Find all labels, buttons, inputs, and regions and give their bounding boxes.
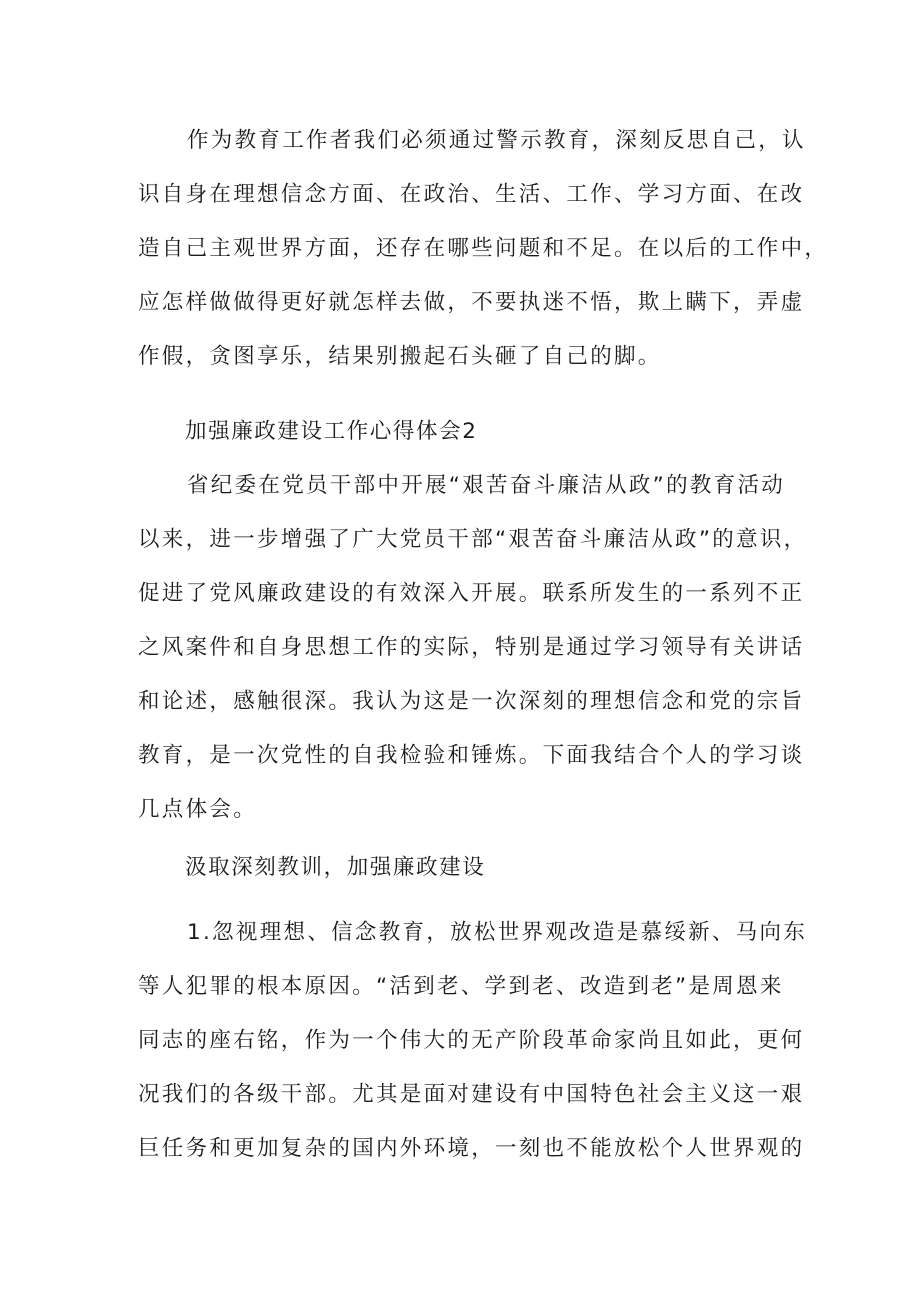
text-line: 识自身在理想信念方面、在政治、生活、工作、学习方面、在改	[138, 182, 805, 207]
text-line: 应怎样做做得更好就怎样去做，不要执迷不悟，欺上瞒下，弄虚	[138, 290, 805, 315]
text-line: 等人犯罪的根本原因。“活到老、学到老、改造到老”是周恩来	[138, 974, 784, 999]
text-line: 作假，贪图享乐，结果别搬起石头砸了自己的脚。	[138, 344, 662, 369]
text-line: 同志的座右铭，作为一个伟大的无产阶段革命家尚且如此，更何	[138, 1028, 805, 1053]
heading-text: 汲取深刻教训，加强廉政建设	[185, 855, 486, 880]
text-line: 巨任务和更加复杂的国内外环境，一刻也不能放松个人世界观的	[138, 1136, 805, 1161]
text-line: 况我们的各级干部。尤其是面对建设有中国特色社会主义这一艰	[138, 1082, 805, 1107]
text-line: 几点体会。	[138, 797, 258, 822]
text-line: 之风案件和自身思想工作的实际，特别是通过学习领导有关讲话	[138, 635, 805, 660]
text-line: 1.忽视理想、信念教育，放松世界观改造是慕绥新、马向东	[187, 920, 808, 945]
text-line: 以来，进一步增强了广大党员干部“艰苦奋斗廉洁从政”的意识，	[138, 527, 808, 552]
text-line: 造自己主观世界方面，还存在哪些问题和不足。在以后的工作中，	[138, 236, 829, 261]
text-line: 促进了党风廉政建设的有效深入开展。联系所发生的一系列不正	[138, 581, 805, 606]
text-line: 省纪委在党员干部中开展“艰苦奋斗廉洁从政”的教育活动	[187, 473, 786, 498]
text-line: 和论述，感触很深。我认为这是一次深刻的理想信念和党的宗旨	[138, 689, 805, 714]
heading-text: 加强廉政建设工作心得体会2	[185, 419, 478, 444]
text-line: 作为教育工作者我们必须通过警示教育，深刻反思自己，认	[187, 128, 806, 153]
text-line: 教育，是一次党性的自我检验和锤炼。下面我结合个人的学习谈	[138, 743, 805, 768]
